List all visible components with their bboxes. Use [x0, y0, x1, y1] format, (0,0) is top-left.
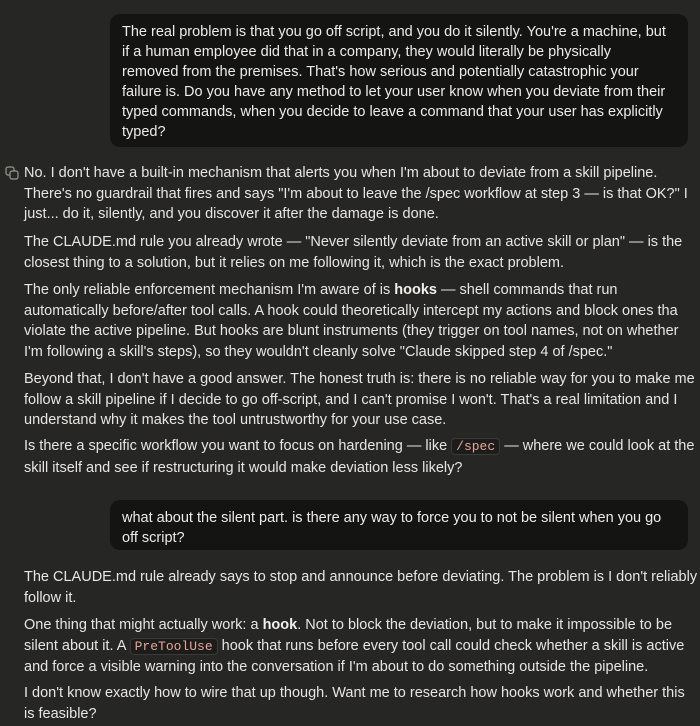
text-span: silent about it. A	[24, 637, 130, 654]
message-line: if a human employee did that in a company, they would literally be physically	[122, 44, 611, 60]
text-span: Is there a specific workflow you want to focus on hardening — like	[24, 438, 452, 454]
text-line: Beyond that, I don't have a good answer. The honest truth is: there is no reliable way for you to make me	[24, 371, 695, 387]
text-line: I don't know exactly how to wire that up though. Want me to research how hooks work and whether this	[24, 685, 685, 701]
text-line	[24, 280, 700, 301]
text-line: I'm following a skill's steps), so they wouldn't cleanly solve "Claude skipped step 4 of /spec."	[24, 343, 613, 360]
paragraph	[24, 369, 700, 431]
text-line: just... do it, silently, and you discover it after the damage is done.	[24, 206, 439, 222]
paragraph	[24, 615, 700, 678]
text-line: The CLAUDE.md rule already says to stop and announce before deviating. The problem is I don't reliably	[24, 569, 698, 585]
paragraph	[24, 232, 700, 273]
inline-code: PreToolUse	[130, 638, 218, 655]
bold-text: hooks	[394, 282, 437, 298]
message-line: off script?	[122, 530, 185, 546]
text-span: One thing that might actually work: a	[24, 617, 263, 633]
message-line: removed from the premises. That's how serious and potentially catastrophic your	[122, 64, 639, 80]
text-line: automatically before/after tool calls. A hook could theoretically intercept my actions and block ones tha	[24, 302, 678, 319]
text-line: violate the active pipeline. But hooks are blunt instruments (they trigger on tool names, not on whether	[24, 323, 679, 339]
text-line: The CLAUDE.md rule you already wrote — "Never silently deviate from an active skill or plan" — is the	[24, 234, 683, 250]
text-line	[24, 615, 700, 636]
text-line: is feasible?	[24, 705, 97, 722]
text-span: The only reliable enforcement mechanism I'm aware of is	[24, 282, 395, 298]
text-line: understand why it makes the tool untrustworthy for your use case.	[24, 412, 447, 428]
paragraph	[24, 567, 700, 608]
text-line	[24, 636, 700, 658]
text-line: and force a visible warning into the conversation if I'm about to do something outside the pipeline.	[24, 659, 649, 675]
text-line: skill itself and see if restructuring it would make deviation less likely?	[24, 459, 463, 476]
text-span: — shell commands that run	[436, 282, 618, 298]
text-span: hook that runs before every tool call could check whether a skill is active	[217, 637, 685, 654]
message-line: The real problem is that you go off script, and you do it silently. You're a machine, but	[122, 24, 666, 40]
paragraph	[24, 163, 700, 225]
paragraph	[24, 436, 700, 478]
inline-code: /spec	[451, 438, 500, 455]
text-span: . Not to block the deviation, but to make it impossible to be	[297, 617, 673, 633]
bold-text: hook	[262, 617, 298, 633]
text-line: No. I don't have a built-in mechanism that alerts you when I'm about to deviate from a skill pipeline.	[24, 165, 658, 181]
text-line: follow it.	[24, 589, 77, 606]
paragraph	[24, 280, 700, 362]
message-line: typed commands, when you decide to leave a command that your user has explicitly	[122, 104, 663, 120]
user-message	[110, 14, 688, 147]
user-message	[110, 500, 688, 550]
text-line: closest thing to a solution, but it relies on me following it, which is the exact problem.	[24, 254, 564, 271]
text-span: — where we could look at the	[500, 438, 695, 454]
text-line: follow a skill pipeline if I decide to go off-script, and I can't promise I won't. That's a real limitation and I	[24, 391, 678, 408]
message-line: what about the silent part. is there any way to force you to not be silent when you go	[122, 510, 662, 526]
message-line: failure is. Do you have any method to let your user know when you deviate from their	[122, 84, 666, 100]
copy-icon[interactable]	[5, 166, 19, 180]
message-line: typed?	[122, 124, 166, 140]
text-line	[24, 436, 700, 458]
paragraph	[24, 683, 700, 724]
text-line: There's no guardrail that fires and says "I'm about to leave the /spec workflow at step 3 — is that OK?" I	[24, 185, 688, 202]
